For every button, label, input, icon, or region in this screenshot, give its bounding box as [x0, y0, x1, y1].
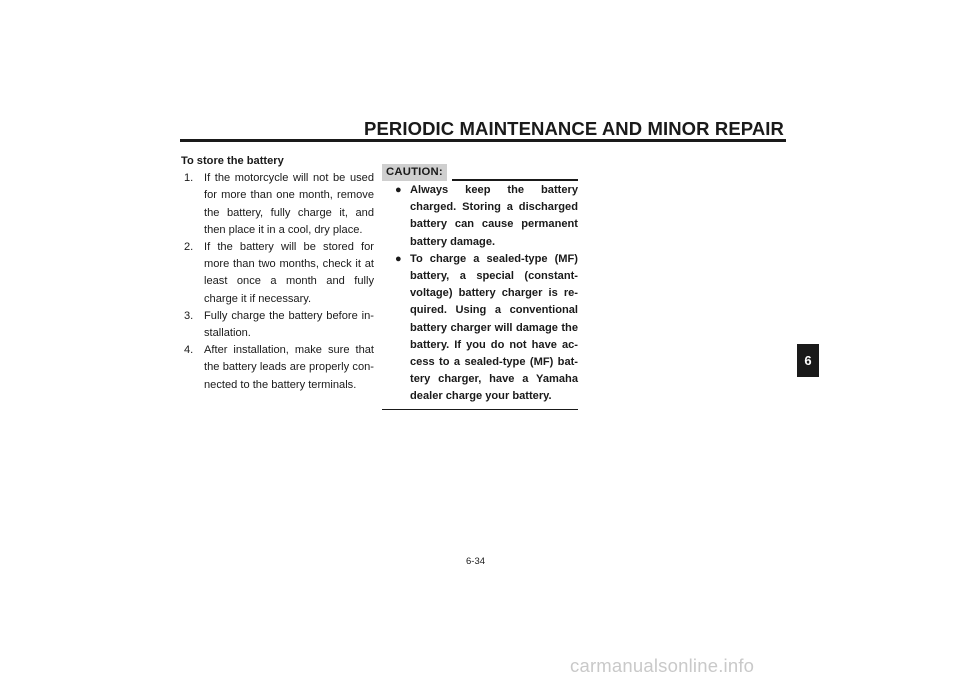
caution-box	[382, 164, 578, 410]
bullet-icon: ●	[395, 252, 402, 265]
caution-item	[382, 182, 578, 251]
caution-bottom-rule	[382, 409, 578, 411]
caution-text: Always keep the battery charged. Storing a discharged battery can cause permanent battery damage.	[410, 184, 578, 248]
page-header-title: PERIODIC MAINTENANCE AND MINOR REPAIR	[364, 118, 784, 139]
page-number: 6-34	[466, 556, 486, 567]
step-text: If the motorcycle will not be used for more than one month, remove the battery, fully charge it, and then place it in a cool, dry place.	[204, 172, 374, 236]
step-item	[181, 342, 374, 394]
step-number: 1.	[184, 172, 194, 185]
step-number: 4.	[184, 344, 194, 357]
bullet-icon: ●	[395, 184, 402, 196]
step-item	[181, 170, 374, 239]
storage-steps-list	[181, 170, 374, 394]
section-heading: To store the battery	[181, 155, 284, 167]
storage-section	[181, 153, 374, 394]
caution-top-rule	[452, 179, 578, 181]
chapter-tab: 6	[797, 344, 819, 377]
step-item	[181, 239, 374, 308]
step-item	[181, 308, 374, 342]
step-number: 2.	[184, 241, 194, 254]
step-text: Fully charge the battery before in-stallation.	[204, 309, 374, 340]
caution-list	[382, 181, 578, 406]
caution-label: CAUTION:	[382, 164, 447, 181]
header-rule	[180, 139, 786, 142]
step-text: After installation, make sure that the battery leads are properly con-nected to the battery terminals.	[204, 344, 374, 391]
caution-item	[382, 251, 578, 406]
caution-header	[382, 164, 578, 181]
watermark: carmanualsonline.info	[570, 655, 755, 676]
caution-text: To charge a sealed-type (MF) battery, a special (constant-voltage) battery charger is re-quired. Using a conventional battery charger will damage the battery. If you do not have ac-cess to a sealed-type (MF) bat-tery charger, have a Yamaha dealer charge your battery.	[410, 252, 578, 403]
step-number: 3.	[184, 309, 194, 322]
step-text: If the battery will be stored for more than two months, check it at least once a month and fully charge it if necessary.	[204, 241, 374, 305]
